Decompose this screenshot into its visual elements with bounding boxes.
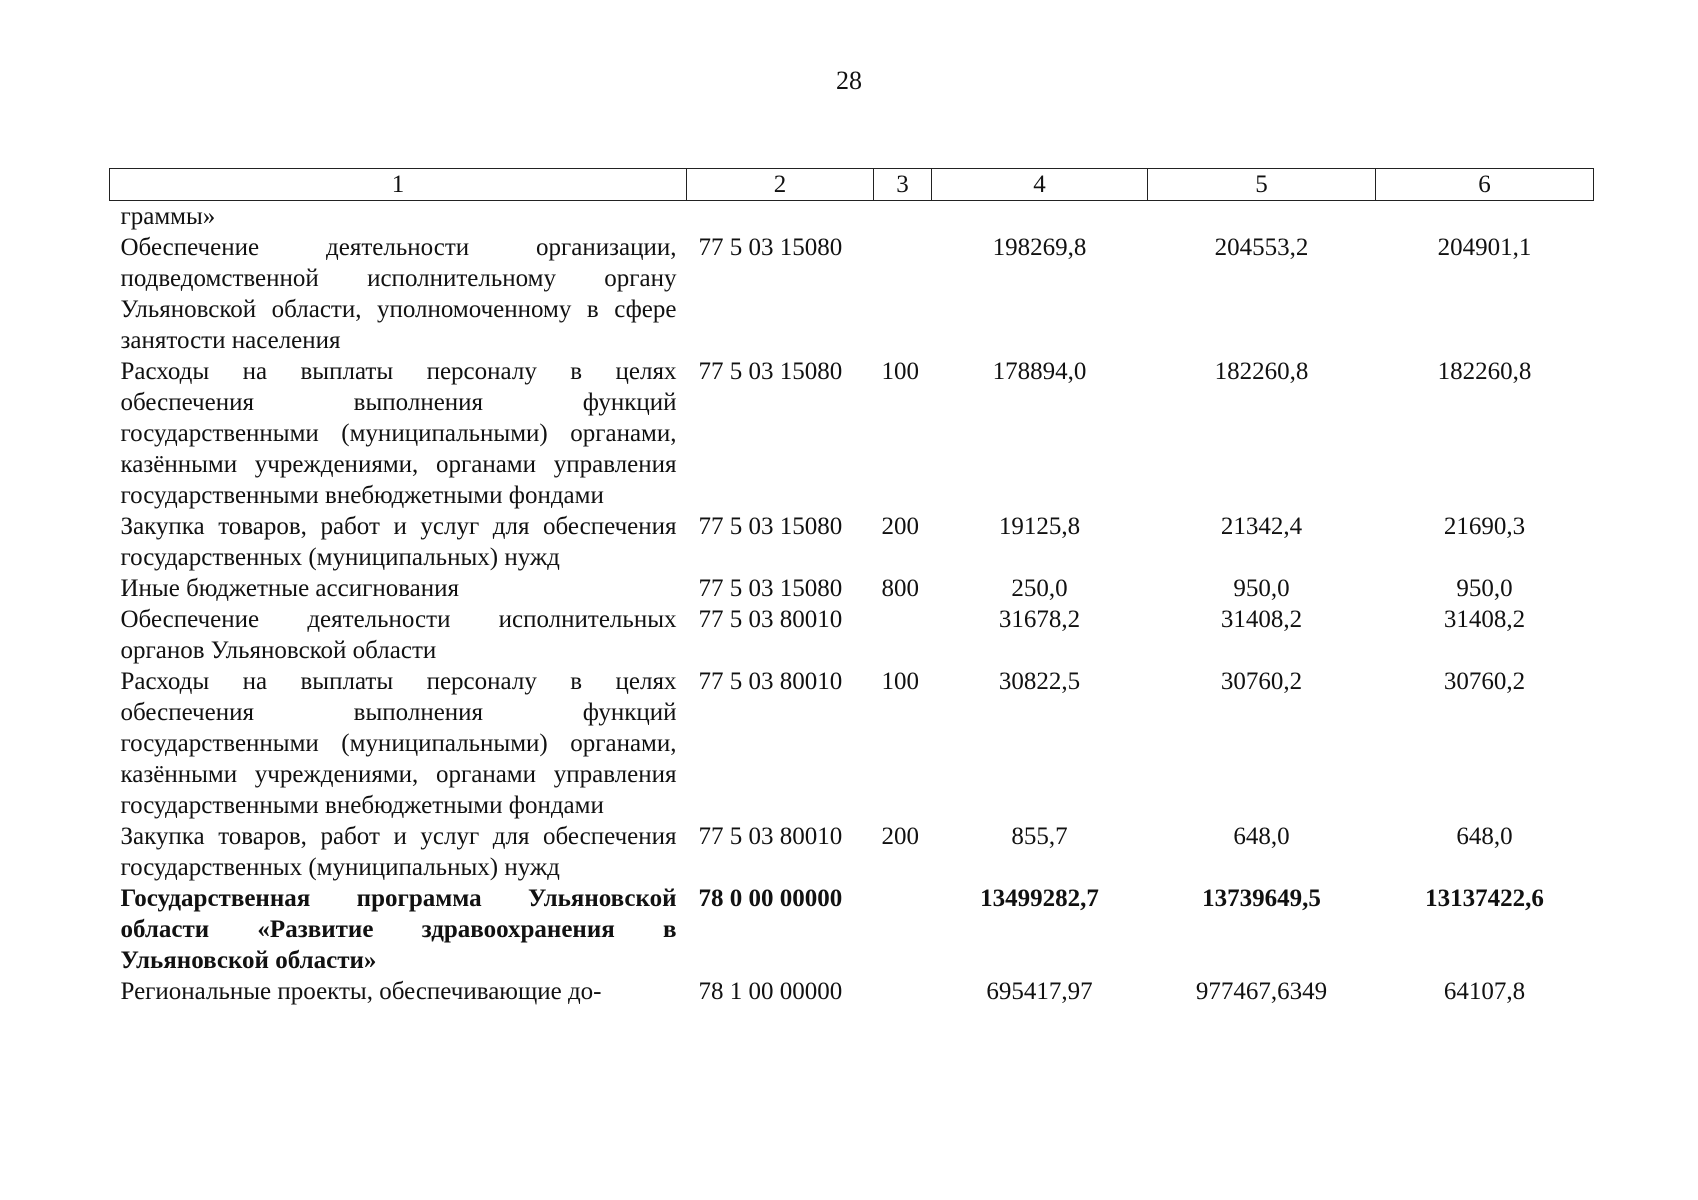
item-name: граммы» [120,203,216,230]
amount-col-4: 198269,8 [992,234,1087,261]
table-header [110,169,1594,201]
column-header-6: 6 [1376,169,1594,201]
item-name: Государственная программа Ульяновской области «Развитие здравоохранения в Ульяновской области» [120,885,677,974]
target-article-code: 78 1 00 00000 [698,978,843,1005]
table-body [110,201,1594,1008]
target-article-code: 77 5 03 15080 [698,358,843,385]
item-name: Расходы на выплаты персоналу в целях обеспечения выполнения функций государственными (муниципальными) органами, казёнными учреждениями, органами управления государственными внебюджетными фондами [120,358,677,509]
expense-type-code: 200 [881,823,919,850]
amount-col-4: 19125,8 [998,513,1081,540]
amount-col-6: 950,0 [1456,575,1513,602]
amount-col-5: 950,0 [1233,575,1290,602]
item-name: Обеспечение деятельности исполнительных органов Ульяновской области [120,606,677,664]
expense-type-code: 200 [881,513,919,540]
amount-col-4: 855,7 [1011,823,1068,850]
amount-col-4: 31678,2 [998,606,1081,633]
table-row [110,232,1594,356]
amount-col-4: 250,0 [1011,575,1068,602]
column-header-2: 2 [687,169,874,201]
item-name: Обеспечение деятельности организации, подведомственной исполнительному органу Ульяновской области, уполномоченному в сфере занятости населения [120,234,677,354]
expense-type-code [874,604,932,666]
item-name: Закупка товаров, работ и услуг для обеспечения государственных (муниципальных) нужд [120,513,677,571]
target-article-code: 77 5 03 80010 [698,668,843,695]
amount-col-5: 648,0 [1233,823,1290,850]
table-row [110,356,1594,511]
amount-col-6 [1376,201,1594,233]
amount-col-6: 21690,3 [1443,513,1526,540]
amount-col-6: 30760,2 [1443,668,1526,695]
item-name: Расходы на выплаты персоналу в целях обеспечения выполнения функций государственными (муниципальными) органами, казёнными учреждениями, органами управления государственными внебюджетными фондами [120,668,677,819]
budget-table [109,168,1594,1007]
amount-col-5: 977467,6349 [1195,978,1328,1005]
table-row [110,976,1594,1007]
table-row [110,883,1594,976]
column-header-5: 5 [1148,169,1376,201]
amount-col-6: 31408,2 [1443,606,1526,633]
table-row [110,201,1594,233]
target-article-code: 77 5 03 15080 [698,575,843,602]
target-article-code: 77 5 03 80010 [698,606,843,633]
column-header-4: 4 [932,169,1148,201]
column-header-3: 3 [874,169,932,201]
amount-col-4: 30822,5 [998,668,1081,695]
expense-type-code [874,976,932,1007]
amount-col-4: 695417,97 [986,978,1093,1005]
amount-col-6: 182260,8 [1437,358,1532,385]
expense-type-code: 100 [881,668,919,695]
expense-type-code [874,232,932,356]
amount-col-5: 21342,4 [1220,513,1303,540]
amount-col-6: 64107,8 [1443,978,1526,1005]
amount-col-5 [1148,201,1376,233]
header-row [110,169,1594,201]
table-row [110,821,1594,883]
expense-type-code [874,883,932,976]
target-article-code: 77 5 03 15080 [698,234,843,261]
amount-col-5: 182260,8 [1214,358,1309,385]
target-article-code: 77 5 03 80010 [698,823,843,850]
expense-type-code: 800 [881,575,919,602]
expense-type-code: 100 [881,358,919,385]
expense-type-code [874,201,932,233]
item-name: Иные бюджетные ассигнования [120,575,460,602]
target-article-code [687,201,874,233]
item-name: Региональные проекты, обеспечивающие до- [120,978,602,1005]
table-row [110,511,1594,573]
target-article-code: 78 0 00 00000 [698,885,843,912]
target-article-code: 77 5 03 15080 [698,513,843,540]
table-row [110,573,1594,604]
item-name: Закупка товаров, работ и услуг для обеспечения государственных (муниципальных) нужд [120,823,677,881]
amount-col-4: 13499282,7 [980,885,1099,912]
amount-col-6: 648,0 [1456,823,1513,850]
column-header-1: 1 [110,169,687,201]
amount-col-5: 13739649,5 [1202,885,1321,912]
amount-col-4: 178894,0 [992,358,1087,385]
table-row [110,604,1594,666]
amount-col-6: 13137422,6 [1425,885,1544,912]
page-number: 28 [836,66,862,95]
amount-col-4 [932,201,1148,233]
amount-col-5: 204553,2 [1214,234,1309,261]
table-row [110,666,1594,821]
amount-col-5: 31408,2 [1220,606,1303,633]
amount-col-5: 30760,2 [1220,668,1303,695]
amount-col-6: 204901,1 [1437,234,1532,261]
